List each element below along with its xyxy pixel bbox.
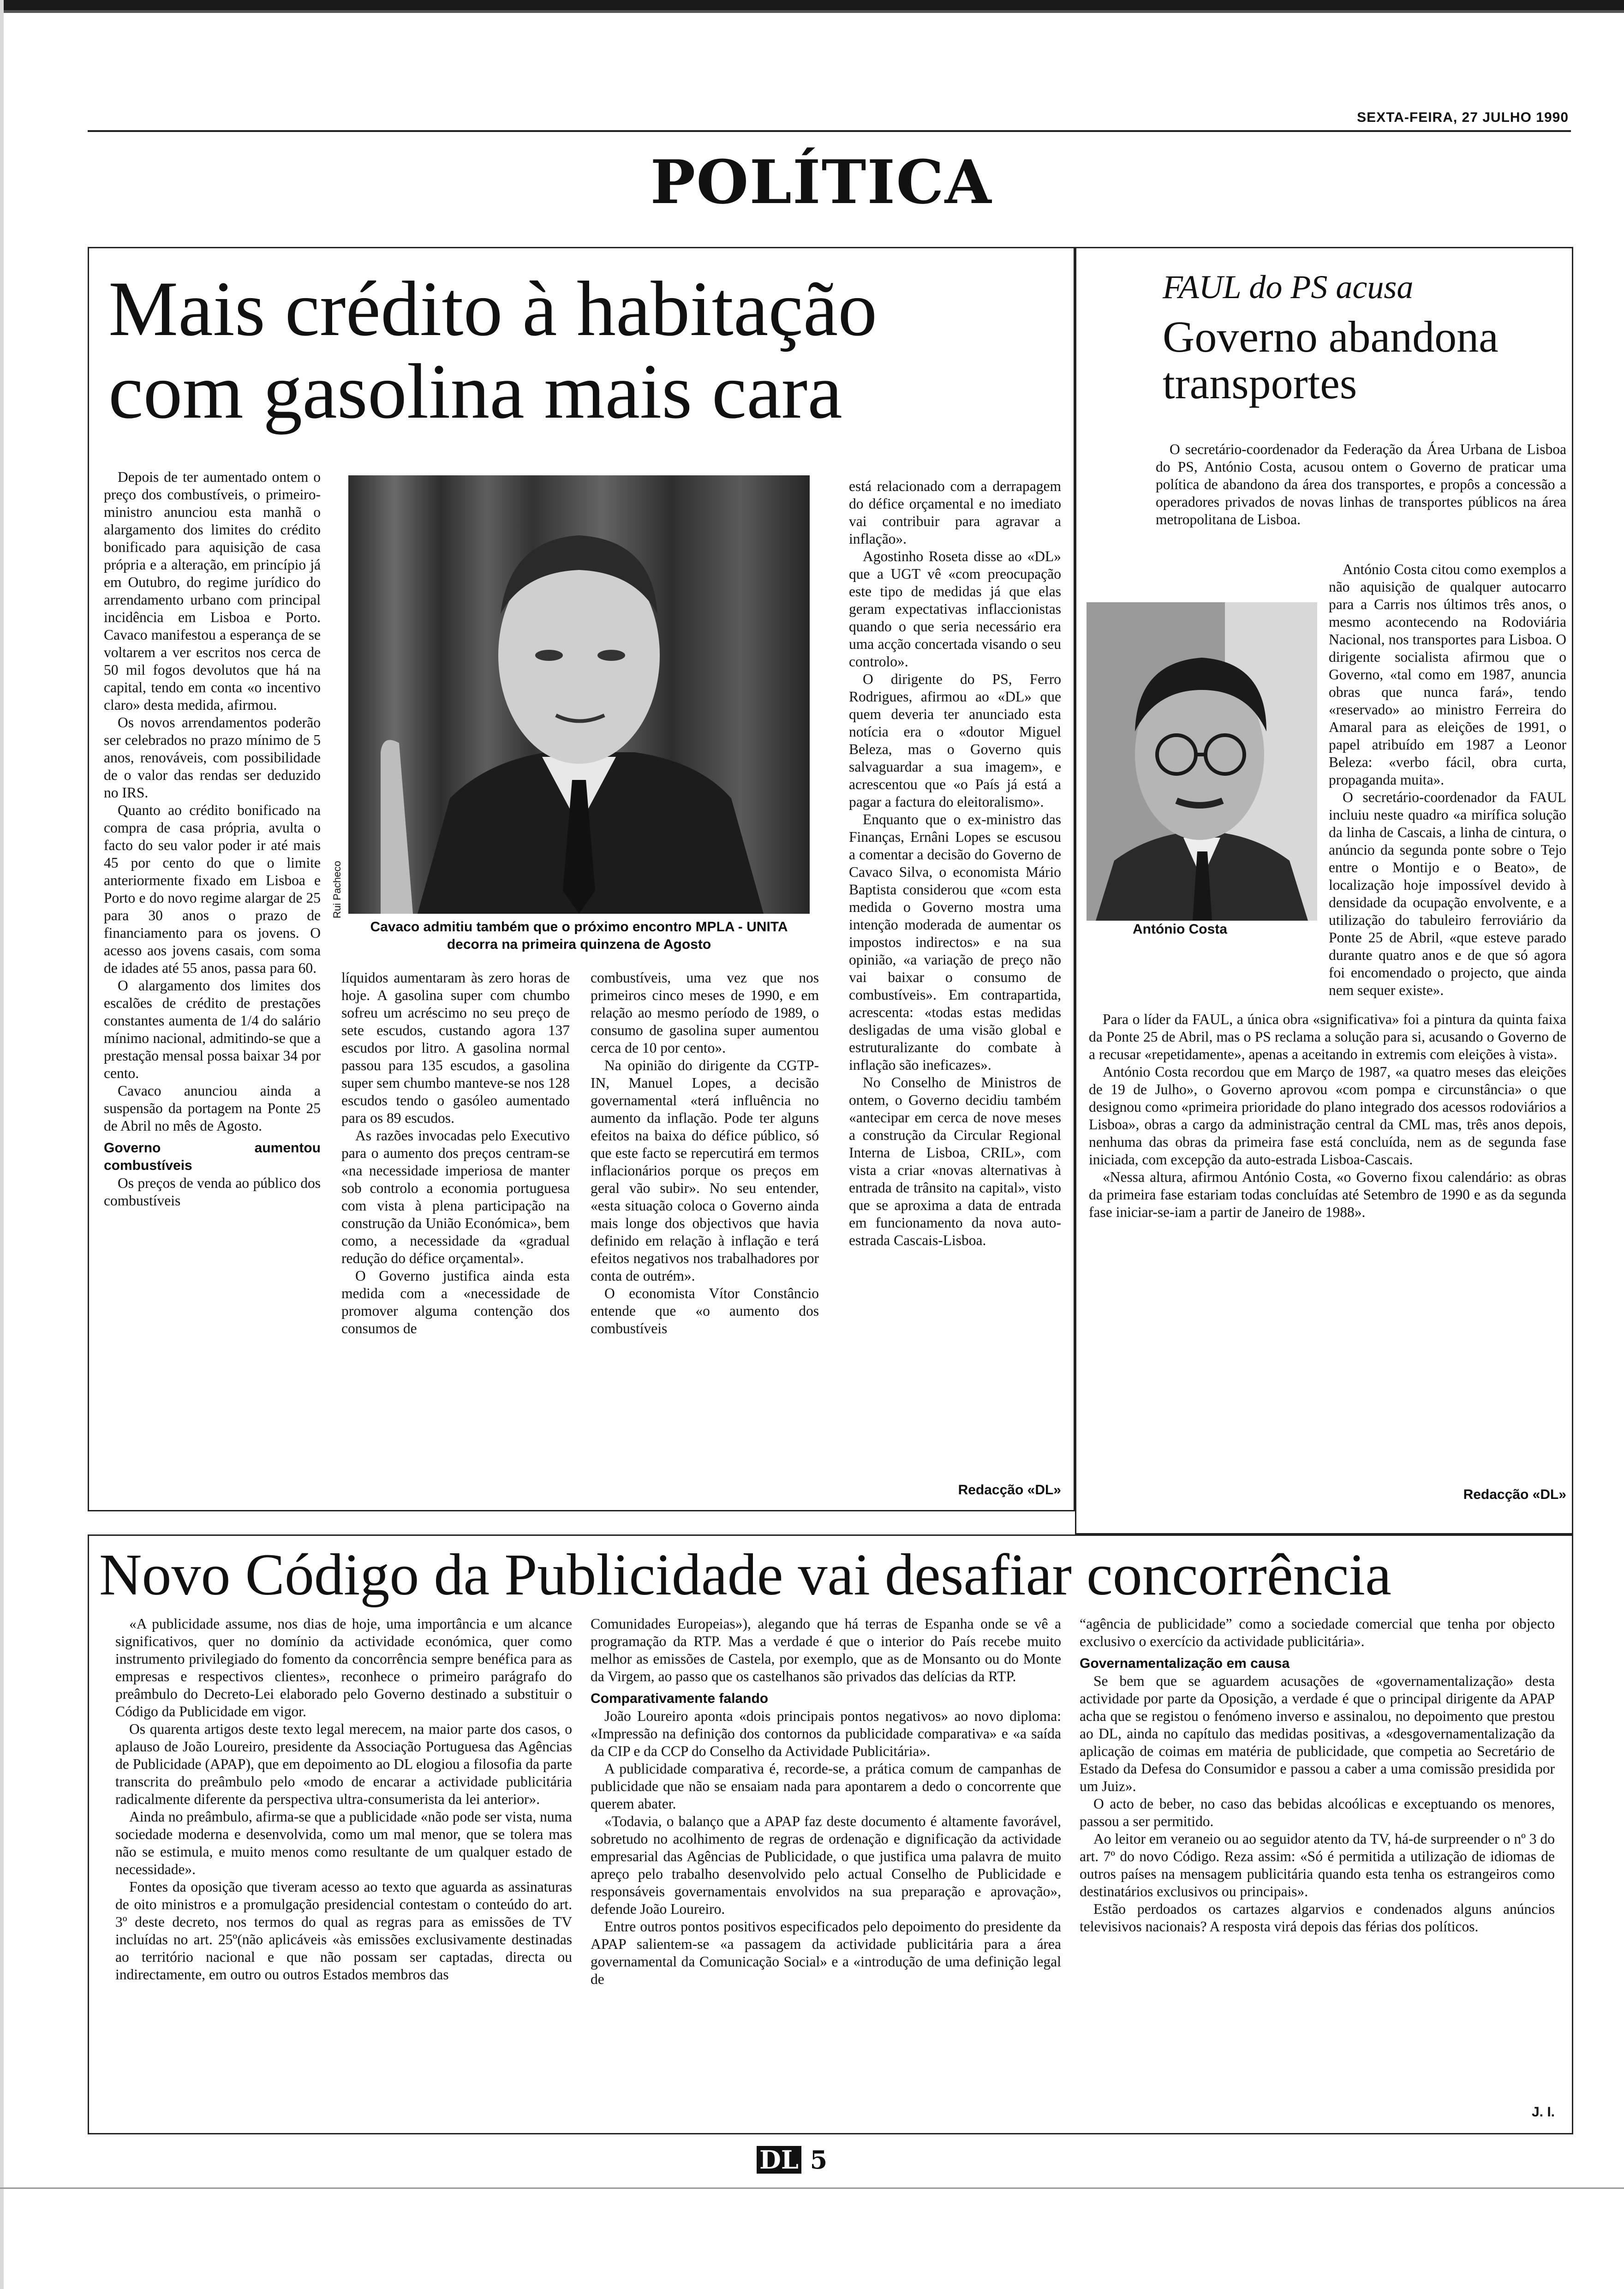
main-headline-line1: Mais crédito à habitação: [108, 265, 878, 352]
side-column-lower: [1089, 1011, 1566, 1221]
paragraph: combustíveis, uma vez que nos primeiros cinco meses de 1990, e em relação ao mesmo período de 1989, o consumo de gasolina super aumentou cerca de 10 por cento».: [591, 970, 819, 1056]
paragraph: António Costa citou como exemplos a não aquisição de qualquer autocarro para a Carris nos últimos três anos, o mesmo acontecendo na Rodoviária Nacional, nos transportes para Lisboa. O dirigente socialista afirmou que o Governo, «tal como em 1987, anuncia obras que nunca fará», tendo «reservado» ao ministro Ferreira do Amaral para as eleições de 1991, o papel atribuído em 1987 a Leonor Beleza: «verbo fácil, obra curta, propaganda muita».: [1329, 561, 1566, 788]
bottom-column-2: [591, 1615, 1061, 1988]
paragraph: Estão perdoados os cartazes algarvios e condenados alguns anúncios televisivos nacionais? A resposta virá depois das férias dos políticos.: [1080, 1901, 1555, 1935]
paragraph: No Conselho de Ministros de ontem, o Governo decidiu também «antecipar em cerca de nove meses a construção da Circular Regional Interna de Lisboa, CRIL», com vista a criar «novas alternativas à entrada de trânsito na capital», visto que se aproxima a data de entrada em funcionamento da nova auto-estrada Cascais-Lisboa.: [849, 1074, 1061, 1248]
main-column-4: [849, 478, 1061, 1249]
paragraph: Entre outros pontos positivos especificados pelo depoimento do presidente da APAP salientem-se «a passagem da actividade publicitária para a área governamental da Comunicação Social» e a «introdução de uma definição legal de: [591, 1918, 1061, 1987]
paragraph: O acto de beber, no caso das bebidas alcoólicas e exceptuando os menores, passou a ser permitido.: [1080, 1796, 1555, 1829]
paragraph: Enquanto que o ex-ministro das Finanças, Ernâni Lopes se escusou a comentar a decisão do Governo de Cavaco Silva, o economista Mário Baptista considerou que «com esta medida o Governo mostra uma intenção moderada de aumentar os impostos indirectos» e na sua opinião, «a variação de preço não vai baixar o consumo de combustíveis». Em contrapartida, acrescenta: «todas estas medidas desligadas de uma visão global e estruturalizante do combate à inflação são ineficazes».: [849, 811, 1061, 1073]
scan-edge-bottom: [0, 2187, 1624, 2189]
side-column-intro: [1156, 441, 1566, 528]
side-headline: [1163, 314, 1569, 407]
photo-antonio-costa: [1087, 602, 1317, 921]
paragraph: “agência de publicidade” como a sociedade comercial que tenha por objecto exclusivo o exercício da actividade publicitária».: [1080, 1616, 1555, 1649]
main-column-3: [591, 969, 819, 1337]
paragraph: António Costa recordou que em Março de 1987, «a quatro meses das eleições de 19 de Julho», o Governo aprovou «com pompa e circunstância» o que designou como «primeira prioridade do plano integrado dos acessos rodoviários a Lisboa», obras a cargo da administração central da CML mas, três anos depois, nenhuma das obras da primeira fase está concluída, nem as de segunda fase iniciada, com excepção da auto-estrada Lisboa-Cascais.: [1089, 1064, 1566, 1168]
page-date: SEXTA-FEIRA, 27 JULHO 1990: [1357, 110, 1569, 125]
paragraph: líquidos aumentaram às zero horas de hoje. A gasolina super com chumbo sofreu um acréscimo no seu preço de sete escudos, custando agora 137 escudos por litro. A gasolina normal passou para 135 escudos, a gasolina super sem chumbo manteve-se nos 128 escudos tendo o gasóleo aumentado para os 89 escudos.: [341, 970, 570, 1126]
portrait-figure: [1087, 602, 1317, 921]
paragraph: Os preços de venda ao público dos combustíveis: [104, 1175, 321, 1209]
section-title: POLÍTICA: [650, 147, 992, 217]
bottom-column-3: [1080, 1615, 1555, 1935]
paragraph: O secretário-coordenador da Federação da Área Urbana de Lisboa do PS, António Costa, acusou ontem o Governo de praticar uma política de abandono da área dos transportes, e propôs a concessão a operadores privados de novas linhas de transportes públicos na área metropolitana de Lisboa.: [1156, 441, 1566, 527]
paragraph: O economista Vítor Constâncio entende que «o aumento dos combustíveis: [591, 1285, 819, 1336]
subhead: Governo aumentou combustíveis: [104, 1140, 321, 1173]
photo-caption: Cavaco admitiu também que o próximo encontro MPLA - UNITA decorra na primeira quinzena de Agosto: [370, 919, 788, 952]
paragraph: Quanto ao crédito bonificado na compra de casa própria, avulta o facto do seu valor poder ir até mais 45 por cento do que o limite anteriormente fixado em Lisboa e Porto e do novo regime alargar de 25 para 30 anos o prazo de financiamento para os jovens. O acesso aos jovens casais, com soma de idades até 55 anos, passa para 60.: [104, 802, 321, 976]
subhead: Governamentalização em causa: [1080, 1656, 1290, 1671]
bottom-column-1: [115, 1615, 572, 1983]
portrait-figure: [348, 475, 810, 914]
paragraph: Se bem que se aguardem acusações de «governamentalização» desta actividade por parte da Oposição, a verdade é que o principal dirigente da APAP acha que se registou o fenómeno inverso e assinalou, no depoimento que prestou ao DL, ainda no capítulo das medidas positivas, a «desgovernamentalização da aplicação de coimas em matéria de publicidade, que competia ao Secretário de Estado da Defesa do Consumidor e passou a caber a uma comissão presidida por um Juiz».: [1080, 1673, 1555, 1794]
main-headline: [108, 265, 1068, 435]
newspaper-logo: [757, 2146, 867, 2174]
side-photo-caption: António Costa: [1133, 922, 1227, 937]
paragraph: «A publicidade assume, nos dias de hoje, uma importância e um alcance significativos, quer no domínio da actividade económica, quer como instrumento privilegiado do fomento da concorrência sempre benéfica para as empresas e respectivos clientes», reconhece o primeiro parágrafo do preâmbulo do Decreto-Lei elaborado pelo Governo destinado a substituir o Código da Publicidade em vigor.: [115, 1616, 572, 1720]
paragraph: O alargamento dos limites dos escalões de crédito de prestações constantes aumenta de 1/4 do salário mínimo nacional, admitindo-se que a prestação mensal possa baixar 34 por cento.: [104, 977, 321, 1081]
bottom-article-signature: J. I.: [1531, 2104, 1555, 2120]
paragraph: Cavaco anunciou ainda a suspensão da portagem na Ponte 25 de Abril no mês de Agosto.: [104, 1083, 321, 1134]
paragraph: Os quarenta artigos deste texto legal merecem, na maior parte dos casos, o aplauso de João Loureiro, presidente da Associação Portuguesa das Agências de Publicidade (APAP), que em depoimento ao DL elogiou a filosofia da parte transcrita do preâmbulo pelo «modo de encarar a actividade publicitária radicalmente diferente da perspectiva ultra-consumerista da lei anterior».: [115, 1721, 572, 1807]
photo-credit: Rui Pacheco: [331, 861, 343, 918]
scan-edge-top: [0, 0, 1624, 10]
paragraph: Comunidades Europeias»), alegando que há terras de Espanha onde se vê a programação da RTP. Mas a verdade é que o interior do País recebe muito melhor as emissões de Castela, por exemplo, que as de Monsanto ou do Monte da Virgem, ao passo que os castelhanos são privados das delícias da RTP.: [591, 1616, 1061, 1684]
main-column-2: [341, 969, 570, 1337]
paragraph: O Governo justifica ainda esta medida com a «necessidade de promover alguma contenção dos consumos de: [341, 1268, 570, 1336]
side-kicker: FAUL do PS acusa: [1163, 269, 1414, 306]
paragraph: O dirigente do PS, Ferro Rodrigues, afirmou ao «DL» que quem deveria ter anunciado esta notícia era o «doutor Miguel Beleza, mas o Governo quis salvaguardar a sua imagem», e acrescentou que «o País já está a pagar a factura do eleitoralismo».: [849, 671, 1061, 810]
paragraph: Os novos arrendamentos poderão ser celebrados no prazo mínimo de 5 anos, renováveis, com possibilidade de o valor das rendas ser deduzido no IRS.: [104, 714, 321, 801]
paragraph: está relacionado com a derrapagem do défice orçamental e no imediato vai contribuir para agravar a inflação».: [849, 478, 1061, 547]
side-headline-line2: transportes: [1163, 358, 1357, 408]
logo-mark: DL: [757, 2146, 801, 2174]
paragraph: Agostinho Roseta disse ao «DL» que a UGT vê «com preocupação este tipo de medidas já que elas geram expectativas inflaccionistas quando o que seria necessário era uma acção concertada visando o seu controlo».: [849, 548, 1061, 670]
paragraph: A publicidade comparativa é, recorde-se, a prática comum de campanhas de publicidade que não se ensaiam nada para apontarem a dedo o concorrente que querem abater.: [591, 1761, 1061, 1812]
paragraph: Fontes da oposição que tiveram acesso ao texto que aguarda as assinaturas de oito ministros e a promulgação presidencial contestam o conteúdo do art. 3º deste decreto, nos termos do qual as regras para as emissões de TV incluídas no art. 25º(não aplicáveis «às emissões exclusivamente destinadas ao território nacional e que não possam ser captadas, directa ou indirectamente, em outro ou outros Estados membros das: [115, 1879, 572, 1983]
paragraph: Ainda no preâmbulo, afirma-se que a publicidade «não pode ser vista, numa sociedade moderna e desenvolvida, como um mal menor, que se tolera mas não se estimula, e muito menos como resultante de um qualquer estado de necessidade».: [115, 1809, 572, 1877]
photo-cavaco: [348, 475, 810, 914]
side-column-wrap: [1329, 561, 1566, 999]
page-number: 5: [810, 2145, 828, 2175]
paragraph: «Nessa altura, afirmou António Costa, «o Governo fixou calendário: as obras da primeira fase estariam todas concluídas até Setembro de 1990 e as da segunda fase iniciar-se-iam a partir de Janeiro de 1988».: [1089, 1169, 1566, 1220]
paragraph: João Loureiro aponta «dois principais pontos negativos» ao novo diploma: «Impressão na definição dos contornos da publicidade comparativa» e «a saída da CIP e da CCP do Conselho da Actividade Publicitária».: [591, 1708, 1061, 1759]
main-article-signature: Redacção «DL»: [958, 1482, 1061, 1498]
paragraph: O secretário-coordenador da FAUL incluiu neste quadro «a mirífica solução da linha de Cascais, a linha de cintura, o anúncio da segunda ponte sobre o Tejo entre o Montijo e o Beato», de localização hoje impossível devido à densidade da ocupação envolvente, e a utilização do tabuleiro ferroviário da Ponte 25 de Abril, «que esteve parado durante quatro anos e de que só agora foi encomendado o projecto, que ainda nem sequer existe».: [1329, 789, 1566, 998]
paragraph: Na opinião do dirigente da CGTP-IN, Manuel Lopes, a decisão governamental «terá influência no aumento da inflação. Pode ter alguns efeitos na baixa do défice público, só que este facto se repercutirá em termos inflacionários porque os preços em geral vão subir». No seu entender, «esta situação coloca o Governo ainda mais longe dos objectivos que havia definido em relação à inflação e terá efeitos negativos nos trabalhadores por conta de outrém».: [591, 1057, 819, 1284]
paragraph: «Todavia, o balanço que a APAP faz deste documento é altamente favorável, sobretudo no acolhimento de regras de ordenação e dignificação da actividade empresarial das Agências de Publicidade, o que justifica uma palavra de muito apreço pelo trabalho desenvolvido pelo actual Conselho de Publicidade e responsáveis governamentais envolvidos na sua preparação e aprovação», defende João Loureiro.: [591, 1813, 1061, 1917]
bottom-headline: Novo Código da Publicidade vai desafiar concorrência: [99, 1542, 1391, 1607]
paragraph: Depois de ter aumentado ontem o preço dos combustíveis, o primeiro-ministro anunciou esta manhã o alargamento dos limites do crédito bonificado para aquisição de casa própria e a alteração, em princípio já em Outubro, do regime jurídico do arrendamento urbano com principal incidência em Lisboa e Porto. Cavaco manifestou a esperança de se voltarem a ver escritos nos cerca de 50 mil fogos devolutos que há na capital, tendo em conta «o incentivo claro» desta medida, afirmou.: [104, 469, 321, 713]
main-column-1: [104, 468, 321, 1210]
scan-edge-left: [0, 0, 4, 2289]
scan-edge-top-shadow: [0, 10, 1624, 13]
main-headline-line2: com gasolina mais cara: [108, 348, 842, 435]
header-rule: [88, 130, 1571, 132]
paragraph: Ao leitor em veraneio ou ao seguidor atento da TV, há-de surpreender o nº 3 do art. 7º do novo Código. Reza assim: «Só é permitida a utilização de idiomas de outros países na mensagem publicitária quando esta tenha os estrangeiros como destinatários exclusivos ou principais».: [1080, 1831, 1555, 1900]
paragraph: As razões invocadas pelo Executivo para o aumento dos preços centram-se «na necessidade imperiosa de manter sob controlo a economia portuguesa com vista à plena participação na construção da União Económica», bem como, a necessidade da «gradual redução do défice orçamental».: [341, 1127, 570, 1266]
paragraph: Para o líder da FAUL, a única obra «significativa» foi a pintura da quinta faixa da Ponte 25 de Abril, mas o PS reclama a solução para si, acusando o Governo de a recusar «repetidamente», apenas a aceitando in extremis com eleições à vista».: [1089, 1011, 1566, 1062]
side-headline-line1: Governo abandona: [1163, 312, 1499, 361]
subhead: Comparativamente falando: [591, 1691, 769, 1706]
side-article-signature: Redacção «DL»: [1463, 1487, 1566, 1502]
